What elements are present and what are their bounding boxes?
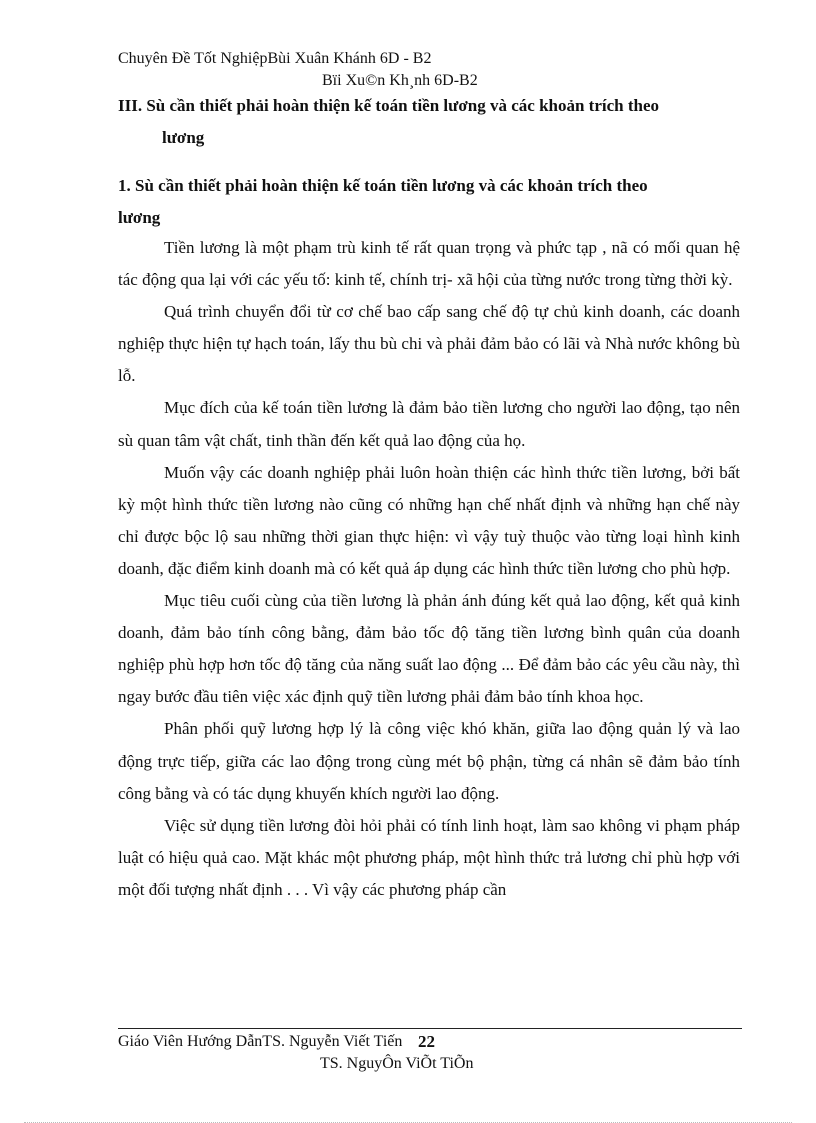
- subsection-heading: [118, 170, 742, 234]
- page-number: 22: [418, 1032, 435, 1051]
- paragraph: Mục tiêu cuối cùng của tiền lương là phản ánh đúng kết quả lao động, kết quả kinh doanh, đảm bảo tính công bằng, đảm bảo tốc độ tăng tiền lương bình quân của doanh nghiệp phù hợp hơn tốc độ tăng của năng suất lao động ... Để đảm bảo các yêu cầu này, thì ngay bước đầu tiên việc xác định quỹ tiền lương phải đảm bảo tính khoa học.: [118, 591, 740, 707]
- paragraph: Phân phối quỹ lương hợp lý là công việc khó khăn, giữa lao động quản lý và lao động trực tiếp, giữa các lao động trong cùng mét bộ phận, từng cá nhân sẽ đảm bảo tính công bằng và có tác dụng khuyến khích người lao động.: [118, 719, 740, 803]
- footer-advisor-legacy-encoding: TS. NguyÔn ViÕt TiÕn: [320, 1055, 474, 1072]
- paragraph: Muốn vậy các doanh nghiệp phải luôn hoàn thiện các hình thức tiền lương, bởi bất kỳ một hình thức tiền lương nào cũng có những hạn chế nhất định và những hạn chế này chỉ được bộc lộ sau những thời gian thực hiện: vì vậy tuỳ thuộc vào từng loại hình kinh doanh, đặc điểm kinh doanh mà có kết quả áp dụng các hình thức tiền lương cho phù hợp.: [118, 462, 740, 578]
- paragraph: Tiền lương là một phạm trù kinh tế rất quan trọng và phức tạp , nã có mối quan hệ tác động qua lại với các yếu tố: kinh tế, chính trị- xã hội của từng nước trong từng thời kỳ.: [118, 238, 740, 290]
- paragraph: Việc sử dụng tiền lương đòi hỏi phải có tính linh hoạt, làm sao không vi phạm pháp luật có hiệu quả cao. Mặt khác một phương pháp, một hình thức trả lương chỉ phù hợp với một đối tượng nhất định . . . Vì vậy các phương pháp cần: [118, 815, 740, 899]
- footer-advisor: Giáo Viên Hướng DẫnTS. Nguyễn Viết Tiến: [118, 1033, 403, 1050]
- body-text: [118, 232, 740, 906]
- section-heading-line1: III. Sù cần thiết phải hoàn thiện kế toán tiền lương và các khoản trích theo: [118, 96, 660, 115]
- section-heading-line2: lương: [162, 128, 205, 147]
- paragraph: Quá trình chuyển đổi từ cơ chế bao cấp sang chế độ tự chủ kinh doanh, các doanh nghiệp thực hiện tự hạch toán, lấy thu bù chi và phải đảm bảo có lãi và Nhà nước không bù lỗ.: [118, 302, 740, 386]
- paragraph: Mục đích của kế toán tiền lương là đảm bảo tiền lương cho người lao động, tạo nên sù quan tâm vật chất, tinh thần đến kết quả lao động của họ.: [118, 398, 740, 450]
- subsection-heading-line1: 1. Sù cần thiết phải hoàn thiện kế toán tiền lương và các khoản trích theo: [118, 176, 648, 195]
- footer-divider: [118, 1028, 742, 1029]
- subsection-heading-line2: lương: [118, 208, 161, 227]
- section-heading: [118, 90, 742, 154]
- page-header-title: Chuyên Đề Tốt NghiệpBùi Xuân Khánh 6D - B2: [118, 50, 432, 67]
- page-header-legacy-encoding: Bïi Xu©n Kh¸nh 6D-B2: [322, 72, 478, 89]
